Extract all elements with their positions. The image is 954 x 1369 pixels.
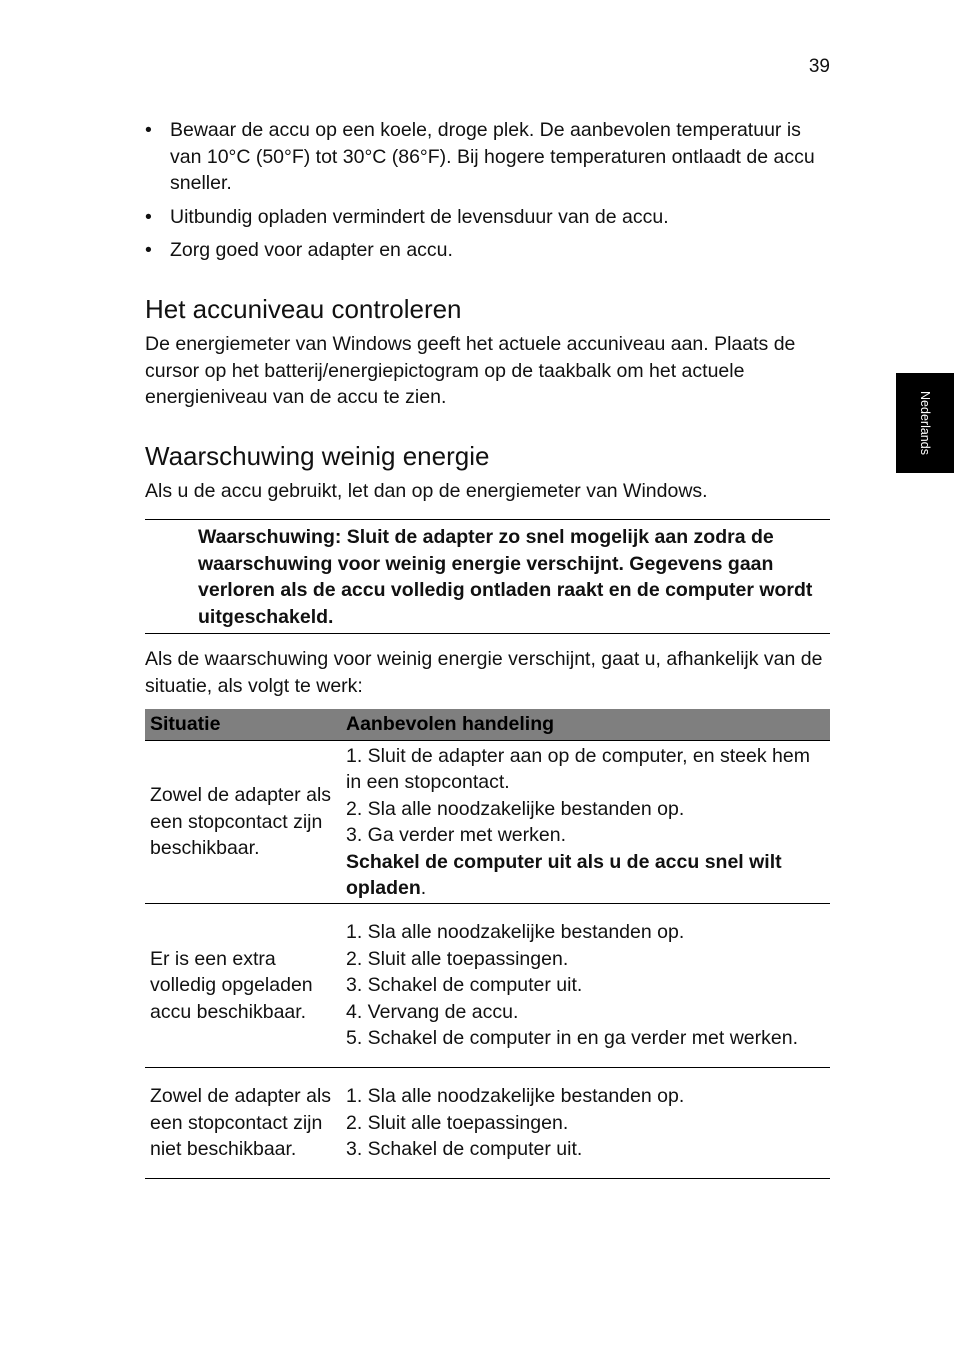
action-step: 2. Sluit alle toepassingen. [346,947,569,970]
bullet-marker: • [145,119,152,141]
action-step: 4. Vervang de accu. [346,1000,519,1023]
action-step: 3. Ga verder met werken. [346,824,567,846]
action-cell [341,1068,830,1179]
bullet-marker: • [145,205,152,228]
tips-list [145,117,830,271]
action-step: 1. Sluit de adapter aan op de computer, en steek hem in een stopcontact. [346,744,810,793]
action-note [346,849,825,902]
action-step: 1. Sla alle noodzakelijke bestanden op. [346,921,685,944]
list-item [145,204,830,231]
action-step: 2. Sluit alle toepassingen. [346,1111,569,1134]
section-body-low-energy: Als u de accu gebruikt, let dan op de energiemeter van Windows. [145,480,708,502]
list-item-text: Zorg goed voor adapter en accu. [170,239,453,261]
warning-box [145,519,830,634]
table-row [145,1068,830,1179]
table-row [145,741,830,904]
situation-table [145,709,830,1179]
action-cell [341,741,830,904]
list-item-text: Uitbundig opladen vermindert de levensduur van de accu. [170,205,669,228]
section-heading-battery-level: Het accuniveau controleren [145,294,462,324]
action-step: 5. Schakel de computer in en ga verder met werken. [346,1027,798,1050]
list-item [145,117,830,197]
action-step: 3. Schakel de computer uit. [346,974,583,997]
column-header-situation: Situatie [145,709,341,741]
page-number: 39 [808,56,830,77]
section-heading-low-energy: Waarschuwing weinig energie [145,441,490,471]
action-step: 3. Schakel de computer uit. [346,1138,583,1161]
action-step: 2. Sla alle noodzakelijke bestanden op. [346,797,685,820]
action-note-end: . [420,877,427,899]
table-header-row [145,709,830,741]
warning-text: Waarschuwing: Sluit de adapter zo snel mogelijk aan zodra de waarschuwing voor weinig energie verschijnt. Gegevens gaan verloren als de accu volledig ontladen raakt en de computer wordt uitgeschakeld. [198,526,813,628]
list-item-text: Bewaar de accu op een koele, droge plek. De aanbevolen temperatuur is van 10°C (50°F) tot 30°C (86°F). Bij hogere temperaturen ontlaadt de accu sneller. [170,119,815,194]
column-header-action: Aanbevolen handeling [341,709,830,741]
action-cell [341,904,830,1068]
language-tab-label: Nederlands [918,391,932,455]
situation-cell: Zowel de adapter als een stopcontact zijn niet beschikbaar. [145,1068,341,1179]
bullet-marker: • [145,239,152,261]
table-row [145,904,830,1068]
action-note-bold: Schakel de computer uit als u de accu snel wilt opladen [346,850,782,899]
language-side-tab [896,373,954,473]
section-body-battery-level: De energiemeter van Windows geeft het actuele accuniveau aan. Plaats de cursor op het batterij/energiepictogram op de taakbalk om het actuele energieniveau van de accu te zien. [145,333,796,408]
situation-cell: Er is een extra volledig opgeladen accu beschikbaar. [145,904,341,1068]
action-step: 1. Sla alle noodzakelijke bestanden op. [346,1085,685,1108]
list-item [145,237,830,264]
table-intro: Als de waarschuwing voor weinig energie verschijnt, gaat u, afhankelijk van de situatie, als volgt te werk: [145,648,823,697]
situation-cell: Zowel de adapter als een stopcontact zijn beschikbaar. [145,741,341,904]
